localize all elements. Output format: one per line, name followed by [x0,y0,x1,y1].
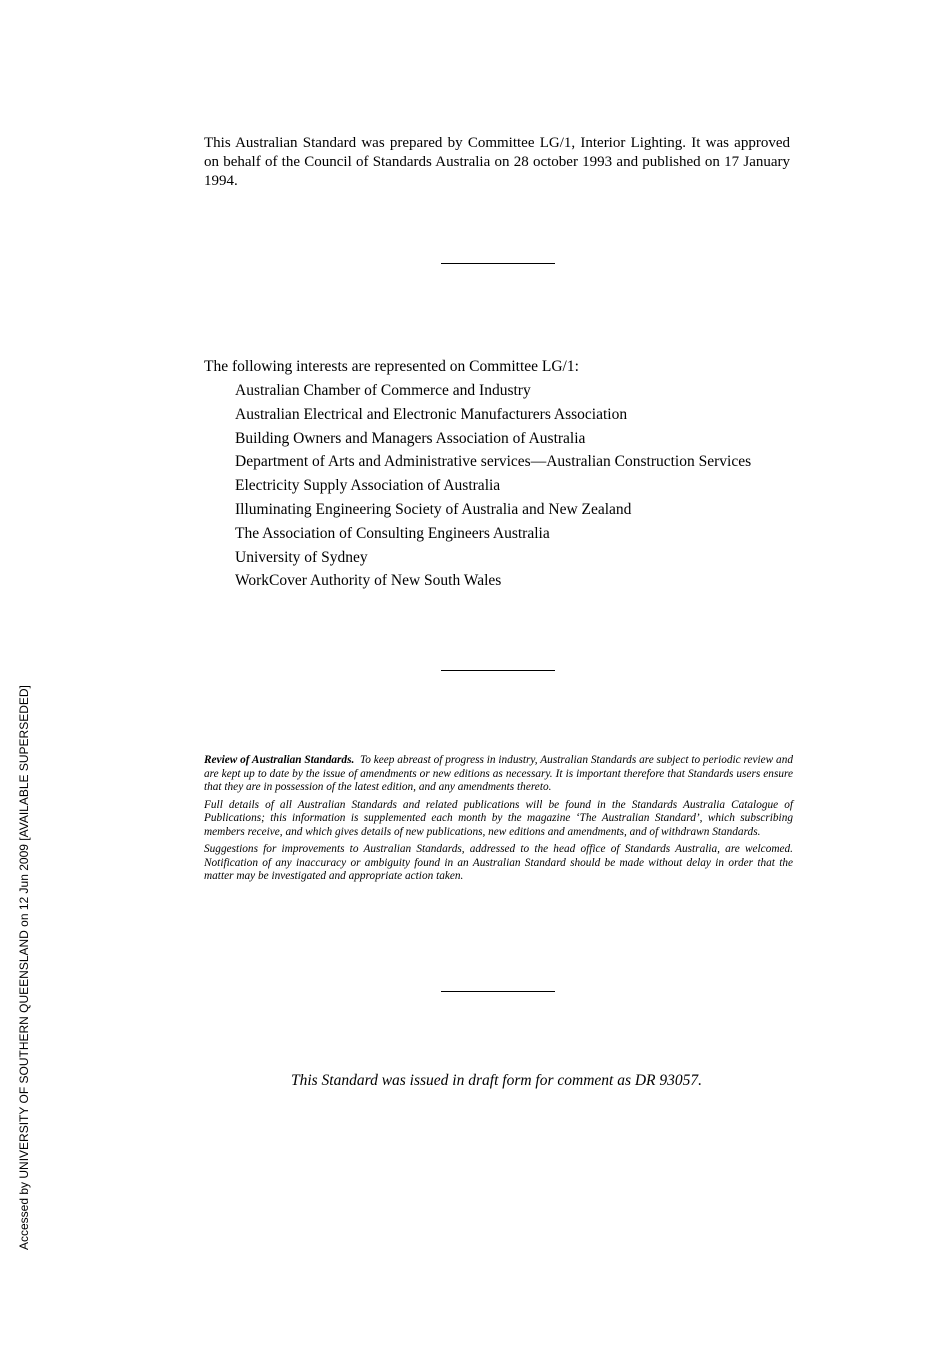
list-item: Australian Electrical and Electronic Manufacturers Association [235,405,628,423]
catalogue-paragraph: Full details of all Australian Standards and related publications will be found in the Standards Australia Catalogue of Publications; this information is supplemented each month by the magazine ‘The Australian Standard’, which subscribing members receive, and which gives details of new publications, new editions and amendments, and of withdrawn Standards. [204,798,793,838]
list-item: WorkCover Authority of New South Wales [235,572,502,590]
review-paragraph [204,754,793,795]
list-item: University of Sydney [235,548,368,566]
interests-heading: The following interests are represented on Committee LG/1: [204,358,579,375]
section-divider [441,670,555,671]
review-lead: Review of Australian Standards. [204,754,355,766]
section-divider [441,991,555,992]
review-notice [204,754,793,888]
list-item: Department of Arts and Administrative services—Australian Construction Services [235,453,752,471]
committee-intro-paragraph: This Australian Standard was prepared by Committee LG/1, Interior Lighting. It was approved on behalf of the Council of Standards Australia on 28 october 1993 and published on 17 January 1994. [204,135,790,189]
section-divider [441,263,555,264]
list-item: Electricity Supply Association of Australia [235,477,501,495]
review-text: To keep abreast of progress in industry, Australian Standards are subject to periodic review and are kept up to date by the issue of amendments or new editions as necessary. It is important therefore that Standards users ensure that they are in possession of the latest edition, and any amendments thereto. [204,754,793,793]
list-item: Building Owners and Managers Association of Australia [235,429,586,447]
interests-list [235,381,751,595]
list-item: Australian Chamber of Commerce and Industry [235,382,531,399]
draft-note: This Standard was issued in draft form for comment as DR 93057. [290,1072,703,1089]
suggestions-paragraph: Suggestions for improvements to Australian Standards, addressed to the head office of Standards Australia, are welcomed. Notification of any inaccuracy or ambiguity found in an Australian Standard should be made without delay in order that the matter may be investigated and appropriate action taken. [204,843,793,882]
list-item: The Association of Consulting Engineers Australia [235,524,550,542]
list-item: Illuminating Engineering Society of Australia and New Zealand [235,500,632,518]
access-watermark: Accessed by UNIVERSITY OF SOUTHERN QUEENSLAND on 12 Jun 2009 [AVAILABLE SUPERSEDED] [17,685,31,1250]
